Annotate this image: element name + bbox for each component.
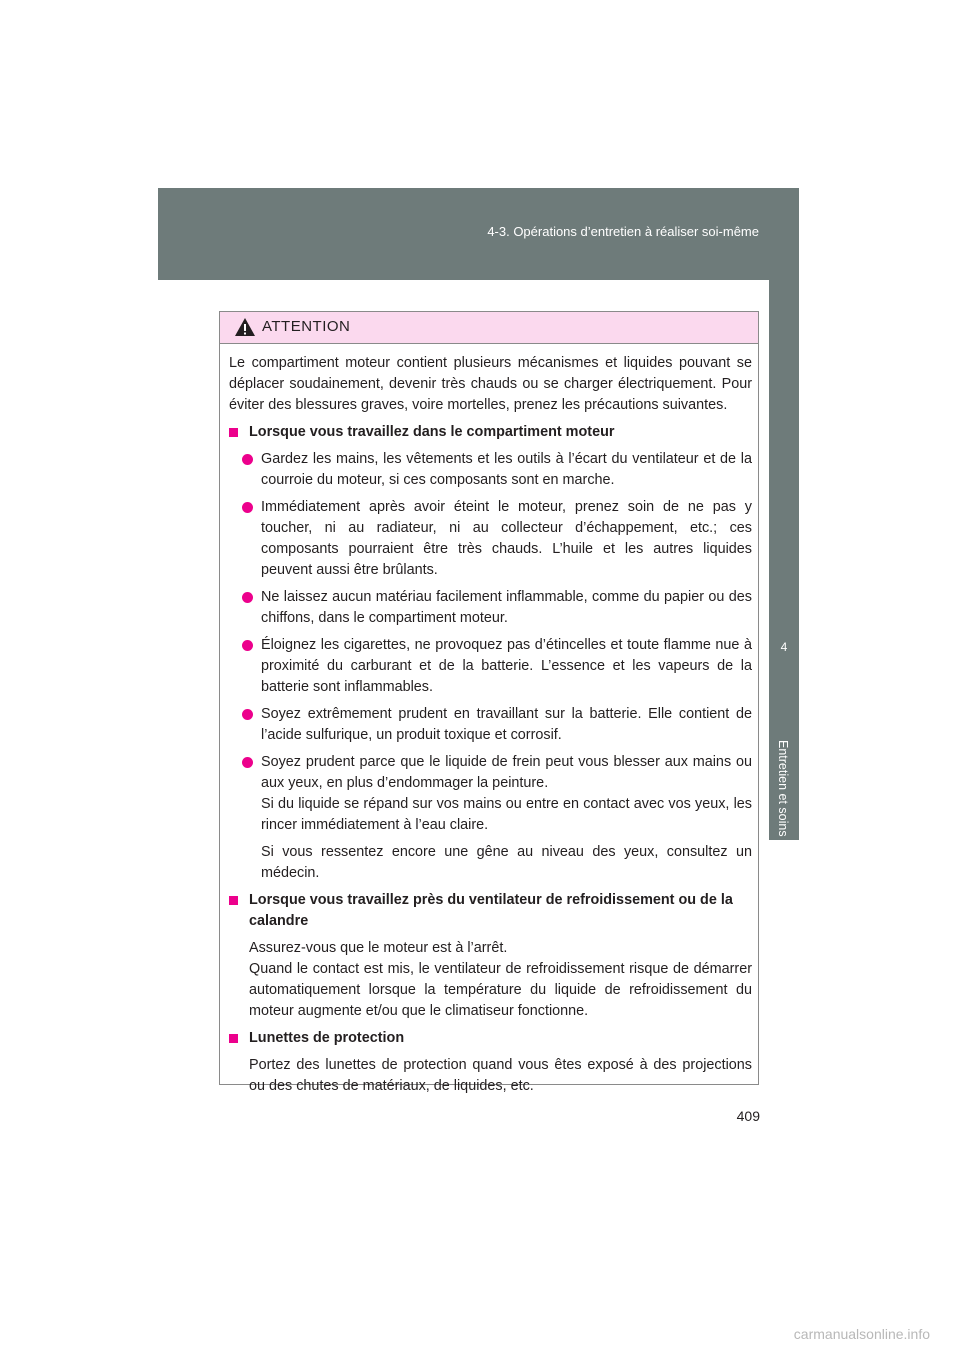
list-item: Soyez prudent parce que le liquide de frein peut vous blesser aux mains ou aux yeux, en plus d’endommager la peinture. (229, 752, 752, 794)
list-item: Immédiatement après avoir éteint le moteur, prenez soin de ne pas y toucher, ni au radiateur, ni au collecteur d’échappement, etc.; ces composants pourraient être très chauds. L’huile et les autres liquides peuvent aussi être brûlants. (229, 497, 752, 581)
section-text: Portez des lunettes de protection quand vous êtes exposé à des projections ou des chutes de matériaux, de liquides, etc. (249, 1057, 752, 1094)
section-heading: Lunettes de protection (229, 1028, 752, 1049)
square-bullet-icon (229, 428, 238, 437)
round-bullet-icon (242, 592, 253, 603)
page-number: 409 (736, 1108, 760, 1124)
side-tab-number: 4 (780, 640, 788, 654)
round-bullet-icon (242, 502, 253, 513)
watermark: carmanualsonline.info (793, 1326, 930, 1342)
list-item: Gardez les mains, les vêtements et les outils à l’écart du ventilateur et de la courroie du moteur, si ces composants sont en marche. (229, 449, 752, 491)
chapter-title: 4-3. Opérations d’entretien à réaliser soi-même (487, 224, 759, 239)
warning-intro: Le compartiment moteur contient plusieurs mécanismes et liquides pouvant se déplacer soudainement, devenir très chauds ou se charger électriquement. Pour éviter des blessures graves, voire mortelles, prenez les précautions suivantes. (229, 355, 752, 413)
warning-header (220, 312, 758, 344)
side-tab-title: Entretien et soins (776, 740, 790, 837)
bullet-continuation: Si vous ressentez encore une gêne au niveau des yeux, consultez un médecin. (261, 844, 752, 881)
square-bullet-icon (229, 896, 238, 905)
section-text: Assurez-vous que le moteur est à l’arrêt. (249, 940, 508, 956)
list-item: Éloignez les cigarettes, ne provoquez pas d’étincelles et toute flamme nue à proximité du carburant et de la batterie. L’essence et les vapeurs de la batterie sont inflammables. (229, 635, 752, 698)
round-bullet-icon (242, 757, 253, 768)
square-bullet-icon (229, 1034, 238, 1043)
round-bullet-icon (242, 709, 253, 720)
section-heading: Lorsque vous travaillez près du ventilateur de refroidissement ou de la calandre (229, 890, 752, 932)
warning-title: ATTENTION (262, 318, 351, 335)
list-item: Ne laissez aucun matériau facilement inflammable, comme du papier ou des chiffons, dans le compartiment moteur. (229, 587, 752, 629)
section-heading: Lorsque vous travaillez dans le compartiment moteur (229, 422, 752, 443)
list-item: Soyez extrêmement prudent en travaillant sur la batterie. Elle contient de l’acide sulfurique, un produit toxique et corrosif. (229, 704, 752, 746)
bullet-continuation: Si du liquide se répand sur vos mains ou entre en contact avec vos yeux, les rincer immédiatement à l’eau claire. (261, 796, 752, 833)
warning-triangle-icon (234, 317, 256, 337)
round-bullet-icon (242, 640, 253, 651)
warning-box (219, 311, 759, 1094)
round-bullet-icon (242, 454, 253, 465)
section-text: Quand le contact est mis, le ventilateur de refroidissement risque de démarrer automatiquement lorsque la température du liquide de refroidissement du moteur augmente et/ou que le climatiseur fonctionne. (249, 961, 752, 1019)
warning-body (220, 344, 758, 1097)
header-band (158, 188, 799, 280)
